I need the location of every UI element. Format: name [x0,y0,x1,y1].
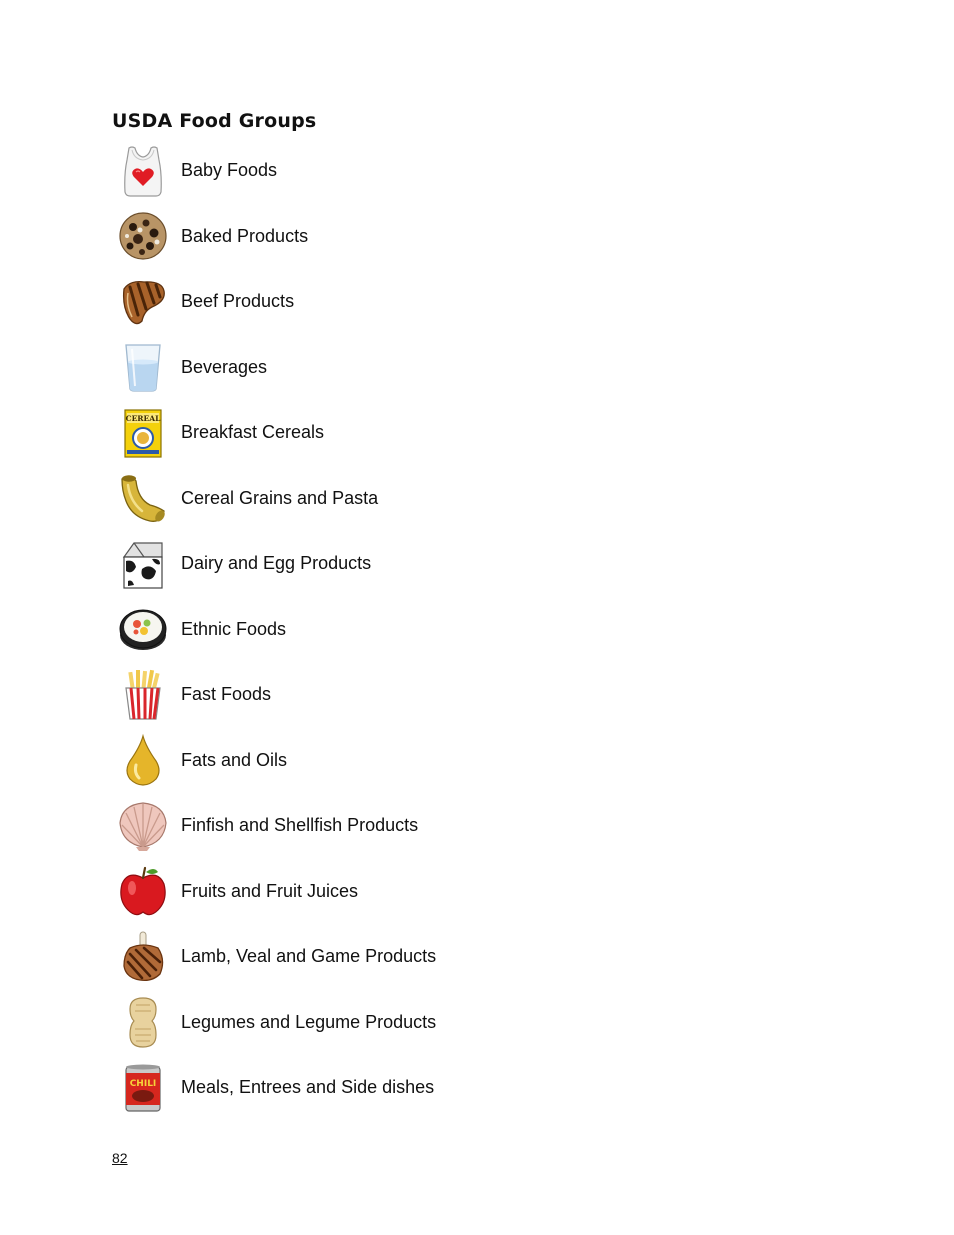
list-item [114,924,714,990]
food-group-label: Meals, Entrees and Side dishes [181,1077,435,1098]
food-group-label: Fruits and Fruit Juices [181,880,359,901]
food-group-label: Fast Foods [181,684,272,705]
list-item [114,138,714,204]
food-group-label: Cereal Grains and Pasta [181,487,379,508]
french-fries-icon [114,666,172,724]
food-group-list [114,138,714,1121]
list-item [114,269,714,335]
food-group-label: Baked Products [181,225,309,246]
food-group-label: Lamb, Veal and Game Products [181,946,437,967]
page-number: 82 [112,1150,128,1166]
cereal-box-text: CEREAL [125,413,161,423]
list-item [114,531,714,597]
cereal-box-icon [114,404,172,462]
food-group-label: Finfish and Shellfish Products [181,815,419,836]
food-group-label: Legumes and Legume Products [181,1011,437,1032]
list-item [114,204,714,270]
list-item [114,335,714,401]
page-title: USDA Food Groups [112,110,317,132]
food-group-label: Baby Foods [181,160,278,181]
lamb-chop-icon [114,928,172,986]
list-item [114,662,714,728]
bib-icon [114,142,172,200]
apple-icon [114,862,172,920]
macaroni-icon [114,469,172,527]
list-item [114,1055,714,1121]
sushi-roll-icon [114,600,172,658]
peanut-icon [114,993,172,1051]
list-item [114,793,714,859]
list-item [114,400,714,466]
chili-can-text: CHILI [129,1078,157,1089]
list-item [114,728,714,794]
list-item [114,990,714,1056]
steak-icon [114,273,172,331]
list-item [114,466,714,532]
food-group-label: Ethnic Foods [181,618,287,639]
water-glass-icon [114,338,172,396]
milk-carton-icon [114,535,172,593]
oil-drop-icon [114,731,172,789]
list-item [114,859,714,925]
clam-shell-icon [114,797,172,855]
food-group-label: Beef Products [181,291,295,312]
chili-can-icon [114,1059,172,1117]
food-group-label: Beverages [181,356,268,377]
list-item [114,597,714,663]
food-group-label: Fats and Oils [181,749,288,770]
cookie-icon [114,207,172,265]
food-group-label: Breakfast Cereals [181,422,325,443]
food-group-label: Dairy and Egg Products [181,553,372,574]
